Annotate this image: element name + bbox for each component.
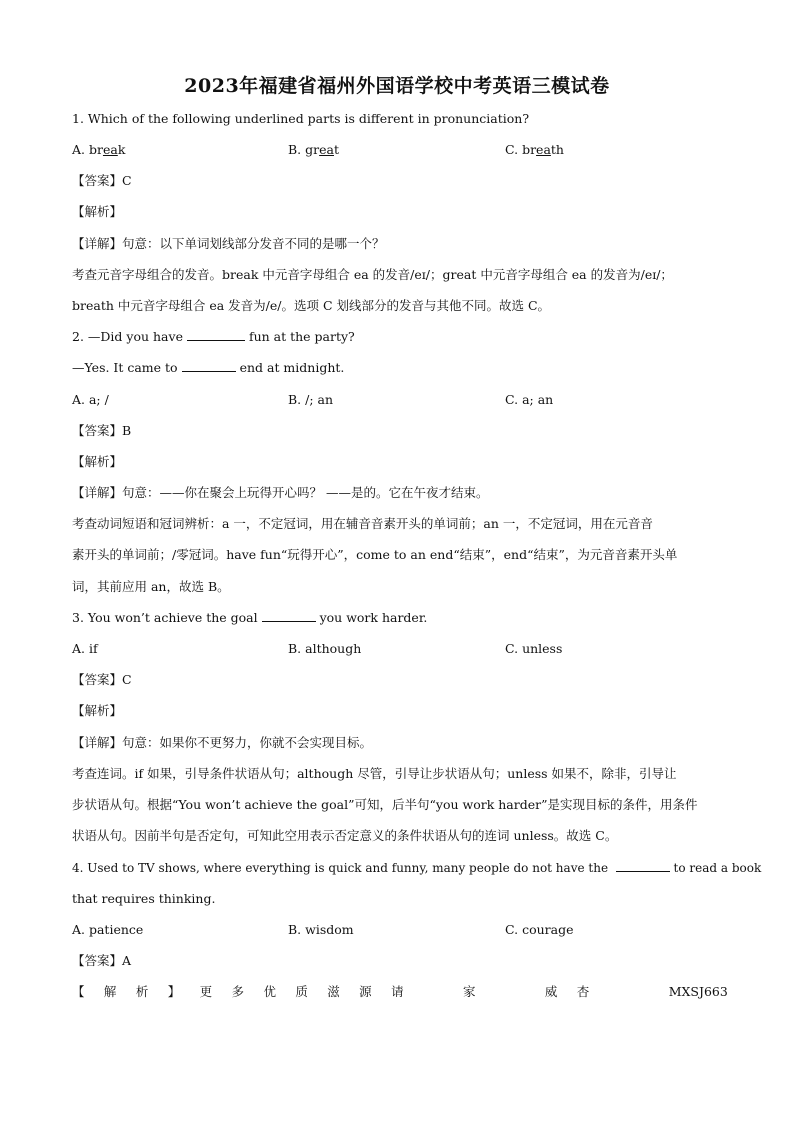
q4-analysis-char: 更 [199, 984, 213, 999]
q4-analysis-char: 】 [167, 984, 181, 999]
question-4-stem: 4. Used to TV shows, where everything is quick and funny, many people do not have the to read a book [72, 861, 762, 875]
q4-analysis-char: 源 [359, 984, 372, 999]
q2-detail: 【详解】句意：——你在聚会上玩得开心吗？ ——是的。它在午夜才结束。 [72, 485, 489, 500]
q2-option-a: A. a; / [72, 392, 109, 407]
q4-analysis-char: 优 [263, 984, 276, 999]
q4-analysis-char: 威 [544, 984, 558, 999]
q2-explanation-line-2: 素开头的单词前；/零冠词。have fun“玩得开心”，come to an end“结束”，end“结束”，为元音音素开头单 [72, 547, 678, 562]
q3-option-c: C. unless [505, 641, 563, 656]
q3-analysis-label: 【解析】 [72, 703, 123, 718]
q4-analysis-char: 家 [462, 984, 476, 999]
question-3-stem: 3. You won’t achieve the goal you work harder. [72, 610, 428, 625]
q4-analysis-char: 多 [231, 984, 245, 999]
q1-answer: 【答案】C [72, 173, 132, 188]
q1-explanation-line-2: breath 中元音字母组合 ea 发音为/e/。选项 C 划线部分的发音与其他不同。故选 C。 [72, 298, 551, 313]
q1-option-c: C. breath [505, 142, 564, 157]
q2-option-c: C. a; an [505, 392, 554, 407]
q3-explanation-line-2: 步状语从句。根据“You won’t achieve the goal”可知，后半句“you work harder”是实现目标的条件，用条件 [72, 797, 698, 812]
question-2-stem: 2. —Did you have fun at the party? [72, 329, 355, 344]
q4-answer: 【答案】A [72, 953, 132, 968]
q1-analysis-label: 【解析】 [72, 204, 123, 219]
q4-analysis-char: 析 [135, 984, 149, 999]
q3-detail: 【详解】句意：如果你不更努力，你就不会实现目标。 [72, 735, 373, 750]
q4-analysis-char: 请 [391, 984, 404, 999]
q2-explanation-line-1: 考查动词短语和冠词辨析：a 一，不定冠词，用在辅音音素开头的单词前；an 一，不定冠词，用在元音音 [72, 516, 653, 531]
q2-option-b: B. /; an [288, 392, 334, 407]
question-4-stem-cont: that requires thinking. [72, 891, 216, 906]
q2-explanation-line-3: 词，其前应用 an，故选 B。 [72, 579, 230, 594]
q4-option-b: B. wisdom [288, 922, 354, 937]
question-2-stem-reply: —Yes. It came to end at midnight. [72, 360, 345, 375]
page-title: 2023年福建省福州外国语学校中考英语三模试卷 [184, 75, 610, 97]
q4-analysis-char: 质 [295, 984, 308, 999]
q4-analysis-char: 滋 [327, 984, 340, 999]
q4-option-a: A. patience [72, 922, 144, 937]
q2-answer: 【答案】B [72, 423, 132, 438]
q3-explanation-line-1: 考查连词。if 如果，引导条件状语从句；although 尽管，引导让步状语从句；unless 如果不，除非，引导让 [72, 766, 677, 781]
q3-answer: 【答案】C [72, 672, 132, 687]
question-1-stem: 1. Which of the following underlined parts is different in pronunciation? [72, 111, 530, 126]
q4-analysis-char: 解 [103, 984, 117, 999]
q4-analysis-char: 【 [72, 984, 85, 999]
q3-option-a: A. if [72, 641, 98, 656]
q4-analysis-char: 杏 [576, 984, 590, 999]
q2-analysis-label: 【解析】 [72, 454, 123, 469]
q3-explanation-line-3: 状语从句。因前半句是否定句，可知此空用表示否定意义的条件状语从句的连词 unless。故选 C。 [72, 828, 618, 843]
q3-option-b: B. although [288, 641, 362, 656]
q4-analysis-code: MXSJ663 [668, 984, 728, 999]
q1-detail: 【详解】句意：以下单词划线部分发音不同的是哪一个？ [72, 236, 385, 251]
q4-option-c: C. courage [505, 922, 574, 937]
q1-option-a: A. break [72, 142, 126, 157]
q1-explanation-line-1: 考查元音字母组合的发音。break 中元音字母组合 ea 的发音/eɪ/；great 中元音字母组合 ea 的发音为/eɪ/； [72, 267, 673, 282]
q1-option-b: B. great [288, 142, 340, 157]
q4-analysis-line [72, 984, 728, 1000]
